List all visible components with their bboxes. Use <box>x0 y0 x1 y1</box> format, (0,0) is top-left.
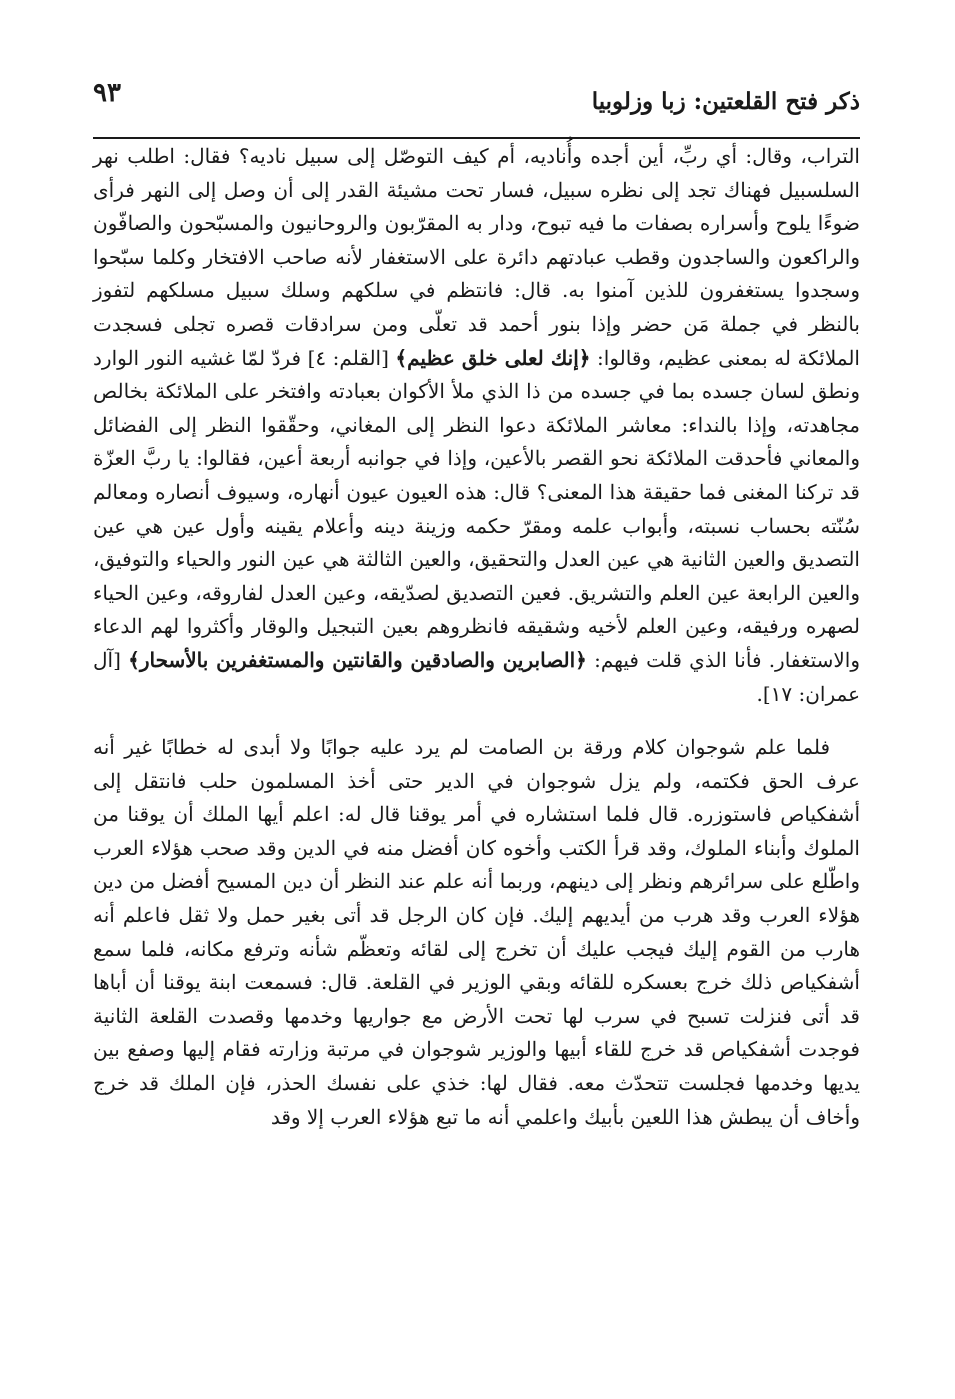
quran-verse-1: ﴿إنك لعلى خلق عظيم﴾ <box>395 345 591 370</box>
page-number: ٩٣ <box>93 78 121 108</box>
paragraph-1-text-b: [القلم: ٤] فردّ لمّا غشيه النور الوارد ونطق لسان جسده بما في جسده من ذا الذي ملأ الأكوان بعبادته وافتخر على الملائكة بخالص مجاهدته، وإذا بالنداء: معاشر الملائكة دعوا النظر إلى المغاني، وحقّقوا النظر إلى الفضائل والمعاني فأحدقت الملائكة نحو القصر بالأعين، وإذا في جوانبه أربعة أعين، فقالوا: يا ربَّ العزّة قد تركنا المغنى فما حقيقة هذا المعنى؟ قال: هذه العيون عيون أنهاره، وسيوف أنصاره ومعالم سُنّته بحساب نسبته، وأبواب علمه ومقرّ حكمه وزينة دينه وأعلام يقينه وأول عين هي عين التصديق والعين الثانية هي عين العدل والتحقيق، والعين الثالثة هي عين النور والحياء والتوفيق، والعين الرابعة عين العلم والتشريق. فعين التصديق لصدّيقه، وعين العدل لفاروقه، وعين الحياء لصهره ورفيقه، وعين العلم لأخيه وشقيقه فانظروهم بعين التبجيل والوقار وأكثروا لهم الدعاء والاستغفار. فأنا الذي قلت فيهم: <box>93 345 860 672</box>
running-header <box>93 78 860 138</box>
paragraph-1 <box>93 140 860 711</box>
chapter-title: ذكر فتح القلعتين: زبا وزلوبيا <box>591 88 860 115</box>
page-body <box>93 140 860 1134</box>
paragraph-2: فلما علم شوجوان كلام ورقة بن الصامت لم يرد عليه جوابًا ولا أبدى له خطابًا غير أنه عرف الحق فكتمه، ولم يزل شوجوان في الدير حتى أخذ المسلمون حلب فانتقل إلى أشفكياص فاستوزره. قال فلما استشاره في أمر يوقنا قال له: اعلم أيها الملك أن يوقنا من الملوك وأبناء الملوك، وقد قرأ الكتب وأخوه كان أفضل منه في الدين وقد صحب هؤلاء العرب واطّلع على سرائرهم ونظر إلى دينهم، وربما أنه علم عند النظر أن دين المسيح أفضل من دين هؤلاء العرب وقد هرب من أيديهم إليك. فإن كان الرجل قد أتى بغير حمل ولا ثقل فاعلم أنه هارب من القوم إليك فيجب عليك أن تخرج إلى لقائه وتعظّم شأنه وترفع مكانه، فلما سمع أشفكياص ذلك خرج بعسكره للقائه وبقي الوزير في القلعة. قال: فسمعت ابنة يوقنا أن أباها قد أتى فنزلت تسبح في سرب لها تحت الأرض مع جواريها وخدمها وقصدت القلعة الثانية فوجدت أشفكياص قد خرج للقاء أبيها والوزير شوجوان في مرتبة وزارته فقام إليها وصفع بين يديها وخدمها فجلست تتحدّث معه. فقال لها: خذي على نفسك الحذر، فإن الملك قد خرج وأخاف أن يبطش هذا اللعين بأبيك واعلمي أنه ما تبع هؤلاء العرب إلا وقد <box>93 735 860 1129</box>
paragraph-1-text-c: [آل عمران: ١٧]. <box>93 647 860 706</box>
quran-verse-2: ﴿الصابرين والصادقين والقانتين والمستغفرين بالأسحار﴾ <box>128 647 587 672</box>
paragraph-1-text-a: التراب، وقال: أي ربِّ، أين أجده وأُناديه، أم كيف التوصّل إلى سبيل ناديه؟ فقال: اطلب نهر السلسبيل فهناك تجد إلى نظره سبيل، فسار تحت مشيئة القدر إلى أن وصل إلى النهر فرأى ضوءًا يلوح وأسراره بصفات ما فيه تبوح، ودار به المقرّبون والروحانيون والمسبّحون والصافّون والراكعون والساجدون وقطب عبادتهم دائرة على الاستغفار لأنه صاحب الافتخار وكلما سبّحوا وسجدوا يستغفرون للذين آمنوا به. قال: فانتظم في سلكهم وسلك سبيل مسلكهم لتفوز بالنظر في جملة مَن حضر وإذا بنور أحمد قد تعلّى ومن سرادقات قصره تجلى فسجدت الملائكة له بمعنى عظيم، وقالوا: <box>93 144 860 370</box>
header-divider <box>93 137 860 139</box>
